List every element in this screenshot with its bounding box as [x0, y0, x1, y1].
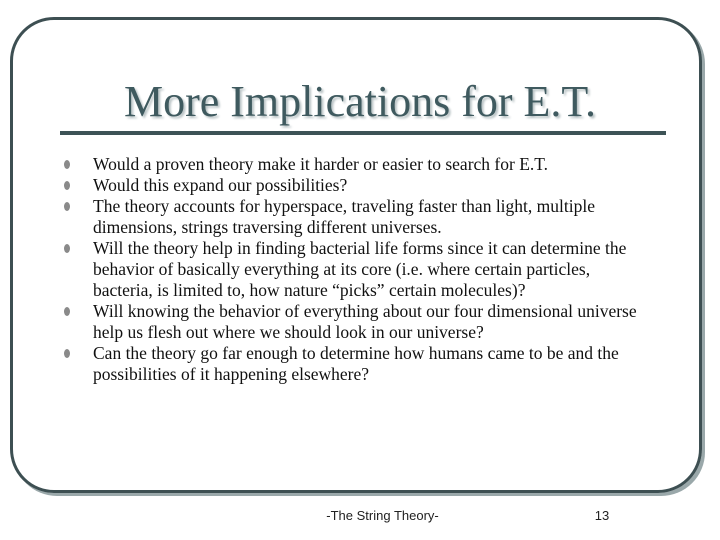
bullet-item — [64, 175, 654, 196]
bullet-icon — [64, 349, 70, 358]
bullet-text: The theory accounts for hyperspace, traveling faster than light, multiple dimensions, strings traversing different universes. — [93, 196, 595, 237]
bullet-item — [64, 196, 654, 238]
bullet-text: Would a proven theory make it harder or easier to search for E.T. — [93, 154, 549, 174]
page-number: 13 — [594, 508, 610, 523]
bullet-icon — [64, 181, 70, 190]
bullet-text: Would this expand our possibilities? — [93, 175, 348, 195]
bullet-list — [64, 154, 654, 385]
bullet-text: Will the theory help in finding bacterial life forms since it can determine the behavior of basically everything at its core (i.e. where certain particles, bacteria, is limited to, how nature “picks” certain molecules)? — [93, 238, 627, 300]
bullet-icon — [64, 160, 70, 169]
bullet-icon — [64, 307, 70, 316]
footer-text: -The String Theory- — [326, 508, 439, 523]
bullet-item — [64, 154, 654, 175]
bullet-item — [64, 343, 654, 385]
bullet-text: Can the theory go far enough to determine how humans came to be and the possibilities of it happening elsewhere? — [93, 343, 619, 384]
bullet-item — [64, 301, 654, 343]
bullet-icon — [64, 202, 70, 211]
bullet-icon — [64, 244, 70, 253]
bullet-text: Will knowing the behavior of everything about our four dimensional universe help us flesh out where we should look in our universe? — [93, 301, 637, 342]
title-underline — [60, 131, 666, 135]
slide-title: More Implications for E.T. — [123, 77, 597, 126]
bullet-item — [64, 238, 654, 301]
